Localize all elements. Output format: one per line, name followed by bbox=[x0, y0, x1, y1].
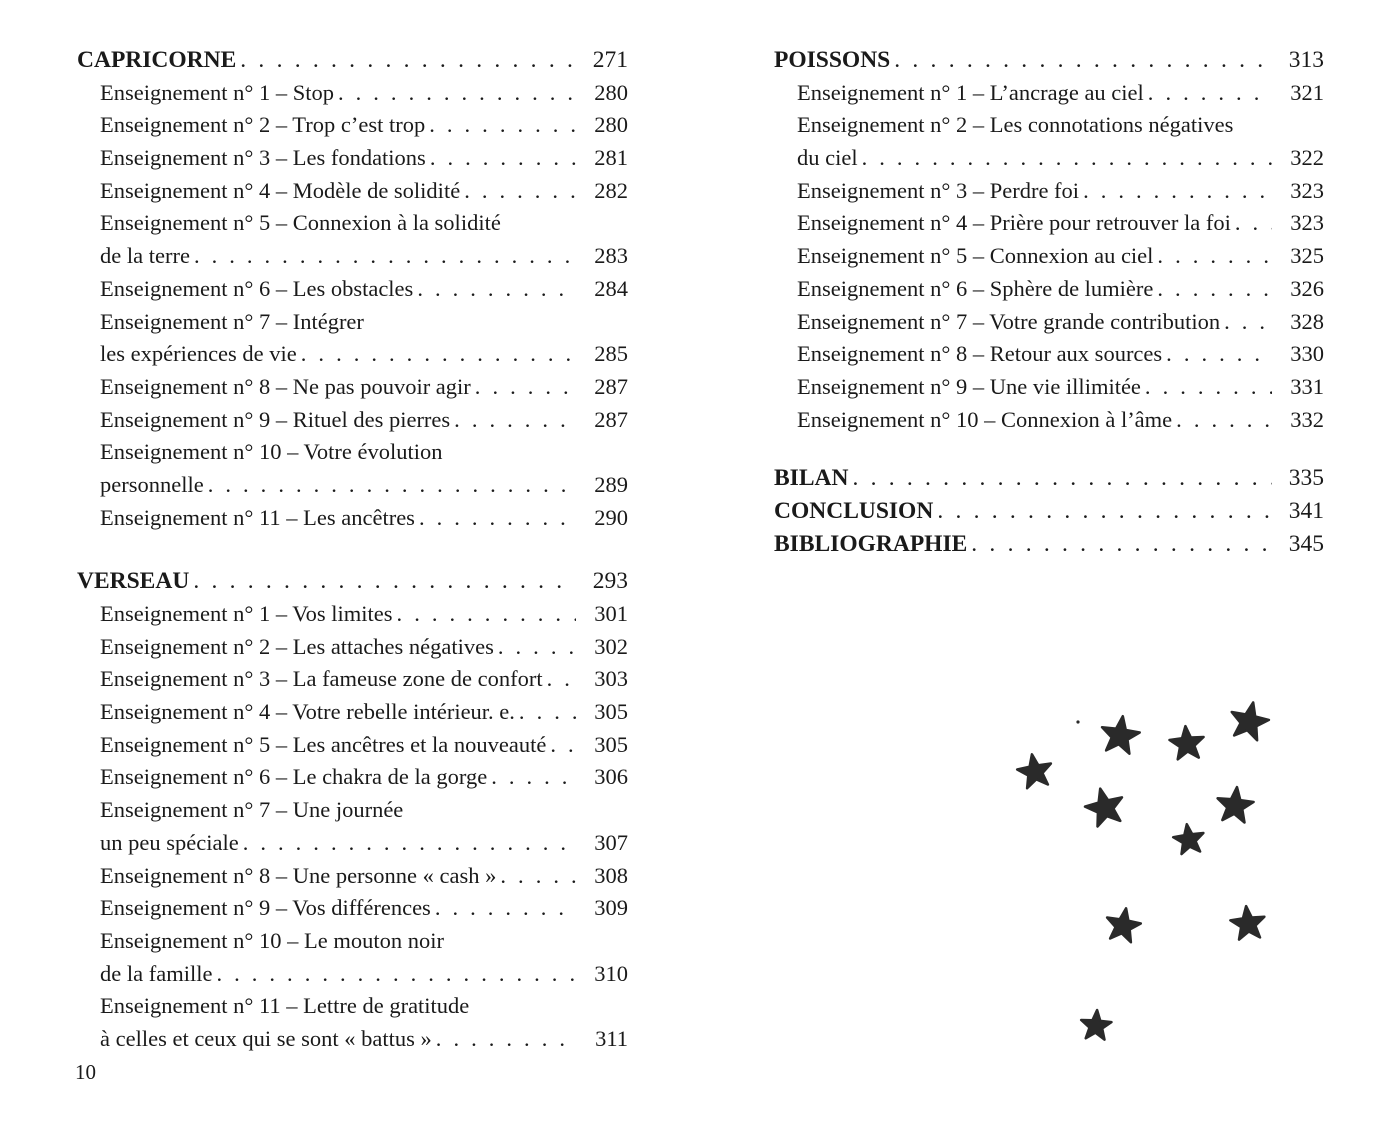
final-section-heading-text: BILAN bbox=[774, 465, 849, 492]
toc-entry bbox=[77, 77, 628, 110]
page-number: 10 bbox=[75, 1060, 96, 1084]
page-ref: 323 bbox=[1290, 177, 1324, 203]
dot-leader bbox=[1172, 404, 1272, 437]
page-ref: 301 bbox=[594, 601, 628, 626]
page-ref: 322 bbox=[1290, 145, 1324, 171]
dot-leader bbox=[334, 77, 576, 110]
star-icon bbox=[1102, 716, 1140, 754]
toc-entry bbox=[77, 469, 628, 502]
page-ref: 307 bbox=[594, 829, 628, 855]
toc-entry-line bbox=[77, 794, 628, 827]
toc-entry-text: Enseignement n° 7 – Une journée bbox=[100, 797, 404, 823]
toc-entry bbox=[77, 860, 628, 893]
dot-leader bbox=[413, 273, 576, 306]
dot-leader bbox=[496, 860, 576, 893]
page-ref: 289 bbox=[594, 471, 628, 497]
toc-entry-text: Enseignement n° 3 – Les fondations bbox=[100, 145, 426, 171]
toc-section bbox=[77, 565, 628, 1055]
page-ref: 282 bbox=[594, 177, 628, 203]
page-ref: 323 bbox=[1290, 210, 1324, 236]
toc-entry bbox=[77, 273, 628, 306]
dot-leader bbox=[543, 663, 576, 696]
page-ref: 285 bbox=[594, 341, 628, 367]
page-ref: 311 bbox=[595, 1025, 628, 1051]
star-icon bbox=[1218, 787, 1254, 822]
page-ref: 287 bbox=[594, 373, 628, 399]
star-icon bbox=[1173, 824, 1203, 854]
toc-entry-text: un peu spéciale bbox=[100, 829, 239, 855]
toc-entry-text: Enseignement n° 11 – Lettre de gratitude bbox=[100, 993, 470, 1019]
dot-leader bbox=[297, 338, 576, 371]
toc-entry-text: de la terre bbox=[100, 243, 190, 269]
toc-entry-text: Enseignement n° 4 – Votre rebelle intérieur. e. bbox=[100, 699, 515, 725]
toc-entry bbox=[77, 663, 628, 696]
star-icon bbox=[1017, 754, 1051, 788]
dot-leader bbox=[515, 696, 576, 729]
toc-entry-text: Enseignement n° 2 – Trop c’est trop bbox=[100, 112, 426, 138]
page-ref: 325 bbox=[1290, 243, 1324, 269]
final-section-heading-text: BIBLIOGRAPHIE bbox=[774, 530, 968, 557]
toc-entry bbox=[77, 142, 628, 175]
toc-entry bbox=[774, 371, 1324, 404]
toc-entry bbox=[77, 827, 628, 860]
toc-entry-line bbox=[774, 109, 1324, 142]
toc-entry-text: Enseignement n° 9 – Vos différences bbox=[100, 895, 431, 921]
section-heading-text: VERSEAU bbox=[77, 568, 190, 595]
section-heading bbox=[774, 44, 1324, 77]
toc-entry bbox=[77, 109, 628, 142]
toc-entry bbox=[774, 404, 1324, 437]
dot-leader bbox=[425, 109, 576, 142]
page-ref: 280 bbox=[594, 112, 628, 138]
toc-entry-line bbox=[77, 207, 628, 240]
page-ref: 290 bbox=[594, 504, 628, 530]
page-ref: 293 bbox=[592, 568, 628, 595]
toc-entry-text: Enseignement n° 6 – Les obstacles bbox=[100, 275, 414, 301]
toc-entry bbox=[77, 1023, 628, 1056]
dot-leader bbox=[239, 827, 576, 860]
toc-entry-text: Enseignement n° 11 – Les ancêtres bbox=[100, 504, 415, 530]
page-ref: 328 bbox=[1290, 308, 1324, 334]
dot-leader bbox=[546, 729, 576, 762]
dot-leader bbox=[1153, 273, 1272, 306]
toc-section bbox=[77, 44, 628, 534]
toc-entry-text: Enseignement n° 5 – Connexion au ciel bbox=[797, 243, 1154, 269]
toc-entry-text: du ciel bbox=[797, 145, 858, 171]
page-ref: 331 bbox=[1290, 373, 1324, 399]
toc-entry bbox=[77, 892, 628, 925]
toc-entry-line bbox=[77, 436, 628, 469]
page-ref: 305 bbox=[594, 731, 628, 757]
dot-leader bbox=[190, 240, 576, 273]
dot-leader bbox=[1220, 306, 1272, 339]
toc-entry-text: Enseignement n° 10 – Connexion à l’âme bbox=[797, 406, 1173, 432]
toc-entry-text: Enseignement n° 5 – Les ancêtres et la nouveauté bbox=[100, 731, 547, 757]
toc-entry-text: à celles et ceux qui se sont « battus » bbox=[100, 1025, 432, 1051]
star-cluster-icon bbox=[1005, 700, 1295, 1060]
dot-leader bbox=[426, 142, 576, 175]
toc-entry bbox=[77, 175, 628, 208]
dot-leader bbox=[432, 1023, 576, 1056]
page-ref: 303 bbox=[594, 666, 628, 692]
toc-entry-text: Enseignement n° 2 – Les attaches négatives bbox=[100, 633, 494, 659]
page-ref: 281 bbox=[594, 145, 628, 171]
toc-entry-text: Enseignement n° 7 – Votre grande contribution bbox=[797, 308, 1221, 334]
star-icon bbox=[1230, 906, 1264, 940]
page-ref: 313 bbox=[1288, 47, 1324, 73]
toc-entry-text: Enseignement n° 1 – Stop bbox=[100, 79, 334, 105]
dot-leader bbox=[236, 44, 576, 77]
toc-entry bbox=[77, 958, 628, 991]
final-section-heading bbox=[774, 462, 1324, 495]
toc-entry bbox=[77, 631, 628, 664]
toc-left-column bbox=[77, 44, 628, 1056]
dot-leader bbox=[967, 528, 1272, 561]
toc-entry bbox=[77, 502, 628, 535]
dot-leader bbox=[487, 761, 576, 794]
toc-entry bbox=[77, 338, 628, 371]
page-ref: 330 bbox=[1290, 341, 1324, 367]
toc-entry bbox=[774, 306, 1324, 339]
ink-dot-icon bbox=[1076, 720, 1079, 723]
toc-entry-text: Enseignement n° 9 – Une vie illimitée bbox=[797, 373, 1141, 399]
toc-entry-text: de la famille bbox=[100, 960, 213, 986]
star-icon bbox=[1081, 1010, 1111, 1040]
page-ref: 306 bbox=[594, 764, 628, 790]
page-ref: 332 bbox=[1290, 406, 1324, 432]
dot-leader bbox=[1231, 207, 1272, 240]
dot-leader bbox=[1141, 371, 1272, 404]
page-ref: 287 bbox=[594, 406, 628, 432]
star-icon bbox=[1085, 789, 1122, 827]
dot-leader bbox=[848, 462, 1272, 495]
final-section-heading bbox=[774, 495, 1324, 528]
toc-right-column bbox=[774, 44, 1324, 560]
dot-leader bbox=[933, 495, 1272, 528]
page-ref: 302 bbox=[594, 633, 628, 659]
dot-leader bbox=[1162, 338, 1272, 371]
toc-entry-line bbox=[77, 306, 628, 339]
toc-entry bbox=[77, 240, 628, 273]
toc-entry bbox=[774, 240, 1324, 273]
page-ref: 308 bbox=[594, 862, 628, 888]
final-section-heading-text: CONCLUSION bbox=[774, 497, 934, 524]
toc-final-sections bbox=[774, 462, 1324, 560]
toc-entry bbox=[774, 273, 1324, 306]
toc-entry bbox=[77, 598, 628, 631]
dot-leader bbox=[393, 598, 576, 631]
toc-entry bbox=[77, 729, 628, 762]
toc-entry-line bbox=[77, 990, 628, 1023]
toc-entry-text: Enseignement n° 6 – Sphère de lumière bbox=[797, 275, 1154, 301]
section-heading bbox=[77, 44, 628, 77]
toc-entry-text: Enseignement n° 8 – Une personne « cash » bbox=[100, 862, 497, 888]
toc-entry-text: Enseignement n° 3 – La fameuse zone de confort bbox=[100, 666, 543, 692]
toc-entry-text: Enseignement n° 6 – Le chakra de la gorge bbox=[100, 764, 488, 790]
toc-entry-text: Enseignement n° 10 – Votre évolution bbox=[100, 439, 443, 465]
dot-leader bbox=[858, 142, 1272, 175]
dot-leader bbox=[494, 631, 576, 664]
toc-entry-text: Enseignement n° 5 – Connexion à la solidité bbox=[100, 210, 501, 236]
toc-entry bbox=[77, 371, 628, 404]
star-icon bbox=[1170, 726, 1204, 759]
toc-entry bbox=[77, 761, 628, 794]
dot-leader bbox=[431, 892, 576, 925]
dot-leader bbox=[450, 404, 576, 437]
toc-entry-text: Enseignement n° 8 – Retour aux sources bbox=[797, 341, 1163, 367]
page-ref: 310 bbox=[594, 960, 628, 986]
star-icon bbox=[1107, 908, 1141, 942]
toc-entry bbox=[774, 142, 1324, 175]
section-heading-text: CAPRICORNE bbox=[77, 47, 237, 73]
toc-entry-text: Enseignement n° 8 – Ne pas pouvoir agir bbox=[100, 373, 471, 399]
toc-entry bbox=[77, 404, 628, 437]
toc-entry-text: Enseignement n° 3 – Perdre foi bbox=[797, 177, 1080, 203]
toc-entry-text: Enseignement n° 1 – L’ancrage au ciel bbox=[797, 79, 1144, 105]
toc-entry-text: les expériences de vie bbox=[100, 341, 297, 367]
toc-entry bbox=[774, 338, 1324, 371]
toc-entry-text: Enseignement n° 7 – Intégrer bbox=[100, 308, 364, 334]
dot-leader bbox=[1153, 240, 1272, 273]
toc-entry-text: Enseignement n° 2 – Les connotations négatives bbox=[797, 112, 1234, 138]
dot-leader bbox=[471, 371, 576, 404]
toc-entry-text: Enseignement n° 9 – Rituel des pierres bbox=[100, 406, 451, 432]
star-icon bbox=[1232, 702, 1269, 740]
toc-entry-text: Enseignement n° 4 – Modèle de solidité bbox=[100, 177, 461, 203]
dot-leader bbox=[460, 175, 576, 208]
dot-leader bbox=[204, 469, 576, 502]
page-ref: 345 bbox=[1288, 530, 1324, 557]
dot-leader bbox=[415, 502, 576, 535]
toc-entry-text: Enseignement n° 10 – Le mouton noir bbox=[100, 927, 444, 953]
section-heading-text: POISSONS bbox=[774, 47, 891, 73]
toc-entry bbox=[774, 207, 1324, 240]
page-ref: 309 bbox=[594, 895, 628, 921]
section-heading bbox=[77, 565, 628, 598]
page-ref: 284 bbox=[594, 275, 628, 301]
final-section-heading bbox=[774, 528, 1324, 561]
page-ref: 305 bbox=[594, 699, 628, 725]
toc-entry-text: personnelle bbox=[100, 471, 204, 497]
toc-entry bbox=[774, 77, 1324, 110]
page-ref: 283 bbox=[594, 243, 628, 269]
dot-leader bbox=[1144, 77, 1272, 110]
toc-entry-line bbox=[77, 925, 628, 958]
page-ref: 341 bbox=[1288, 497, 1324, 524]
dot-leader bbox=[1079, 175, 1272, 208]
toc-entry bbox=[774, 175, 1324, 208]
page-ref: 326 bbox=[1290, 275, 1324, 301]
toc-entry-text: Enseignement n° 4 – Prière pour retrouver la foi bbox=[797, 210, 1231, 236]
dot-leader bbox=[189, 565, 576, 598]
toc-entry bbox=[77, 696, 628, 729]
page-ref: 335 bbox=[1288, 465, 1324, 492]
page-ref: 271 bbox=[592, 47, 628, 73]
dot-leader bbox=[212, 958, 576, 991]
page-ref: 321 bbox=[1290, 79, 1324, 105]
toc-entry-text: Enseignement n° 1 – Vos limites bbox=[100, 601, 393, 626]
dot-leader bbox=[890, 44, 1272, 77]
toc-section bbox=[774, 44, 1324, 436]
page-ref: 280 bbox=[594, 79, 628, 105]
